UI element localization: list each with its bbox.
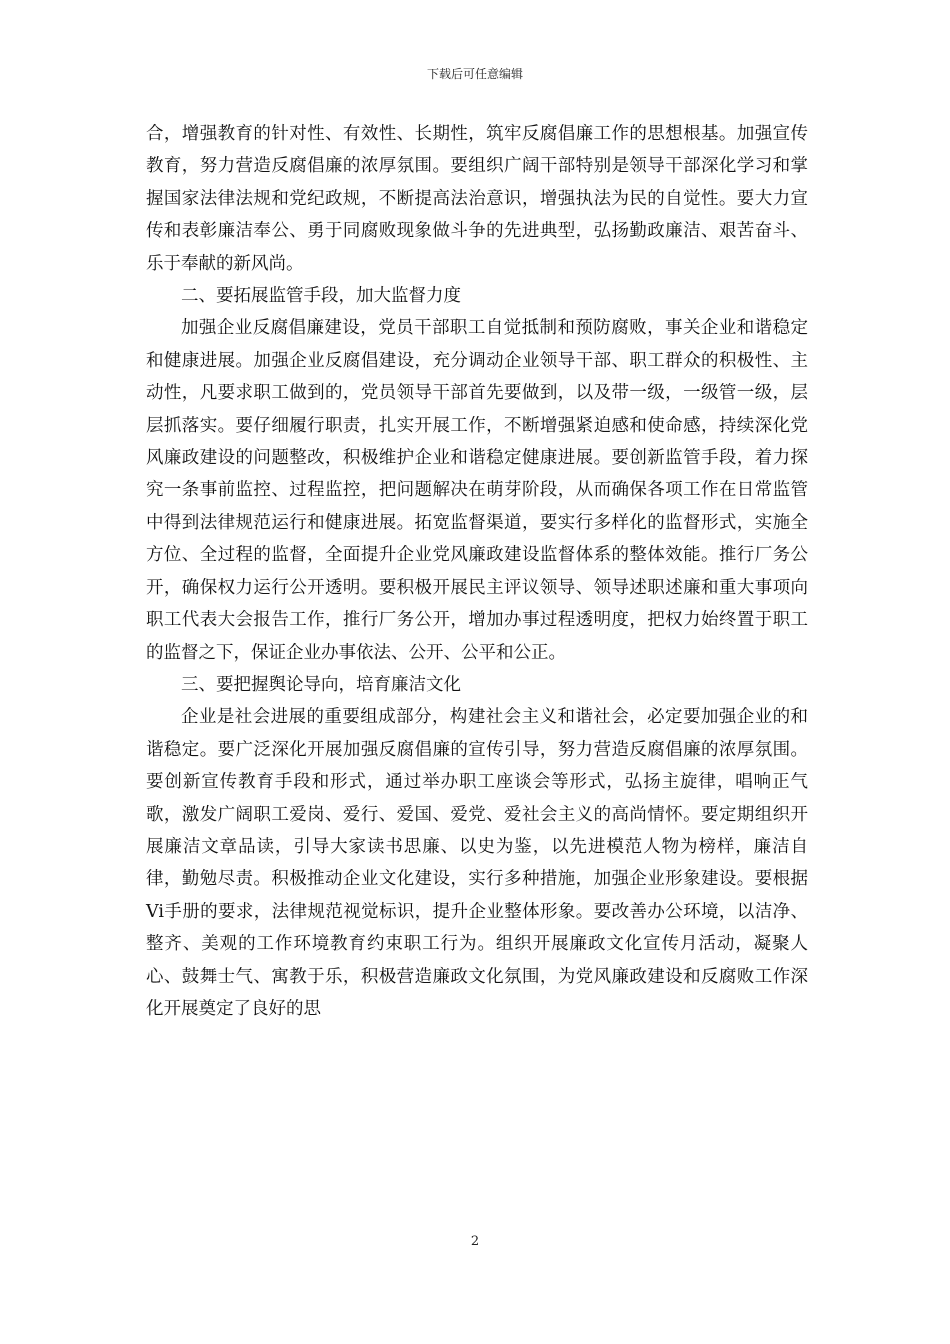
- section-heading: 三、要把握舆论导向，培育廉洁文化: [181, 674, 461, 695]
- page-header: 下载后可任意编辑: [426, 67, 523, 81]
- body-paragraph: 加强企业反腐倡廉建设，党员干部职工自觉抵制和预防腐败，事关企业和谐稳定和健康进展。加强企业反腐倡建设，充分调动企业领导干部、职工群众的积极性、主动性，凡要求职工做到的，党员领导干部首先要做到，以及带一级，一级管一级，层层抓落实。要仔细履行职责，扎实开展工作，不断增强紧迫感和使命感，持续深化党风廉政建设的问题整改，积极维护企业和谐稳定健康进展。要创新监管手段，着力探究一条事前监控、过程监控，把问题解决在萌芽阶段，从而确保各项工作在日常监管中得到法律规范运行和健康进展。拓宽监督渠道，要实行多样化的监督形式，实施全方位、全过程的监督，全面提升企业党风廉政建设监督体系的整体效能。推行厂务公开，确保权力运行公开透明。要积极开展民主评议领导、领导述职述廉和重大事项向职工代表大会报告工作，推行厂务公开，增加办事过程透明度，把权力始终置于职工的监督之下，保证企业办事依法、公开、公平和公正。: [146, 318, 808, 663]
- page-number: 2: [470, 1234, 480, 1249]
- document-body: [146, 118, 808, 1025]
- body-paragraph: 企业是社会进展的重要组成部分，构建社会主义和谐社会，必定要加强企业的和谐稳定。要广泛深化开展加强反腐倡廉的宣传引导，努力营造反腐倡廉的浓厚氛围。要创新宣传教育手段和形式，通过举办职工座谈会等形式，弘扬主旋律，唱响正气歌，激发广阔职工爱岗、爱行、爱国、爱党、爱社会主义的高尚情怀。要定期组织开展廉洁文章品读，引导大家读书思廉、以史为鉴，以先进模范人物为榜样，廉洁自律，勤勉尽责。积极推动企业文化建设，实行多种措施，加强企业形象建设。要根据Vi手册的要求，法律规范视觉标识，提升企业整体形象。要改善办公环境，以洁净、整齐、美观的工作环境教育约束职工行为。组织开展廉政文化宣传月活动，凝聚人心、鼓舞士气、寓教于乐，积极营造廉政文化氛围，为党风廉政建设和反腐败工作深化开展奠定了良好的思: [146, 707, 808, 1019]
- body-paragraph: 合，增强教育的针对性、有效性、长期性，筑牢反腐倡廉工作的思想根基。加强宣传教育，努力营造反腐倡廉的浓厚氛围。要组织广阔干部特别是领导干部深化学习和掌握国家法律法规和党纪政规，不断提高法治意识，增强执法为民的自觉性。要大力宣传和表彰廉洁奉公、勇于同腐败现象做斗争的先进典型，弘扬勤政廉洁、艰苦奋斗、乐于奉献的新风尚。: [146, 124, 808, 274]
- section-heading: 二、要拓展监管手段，加大监督力度: [181, 286, 461, 307]
